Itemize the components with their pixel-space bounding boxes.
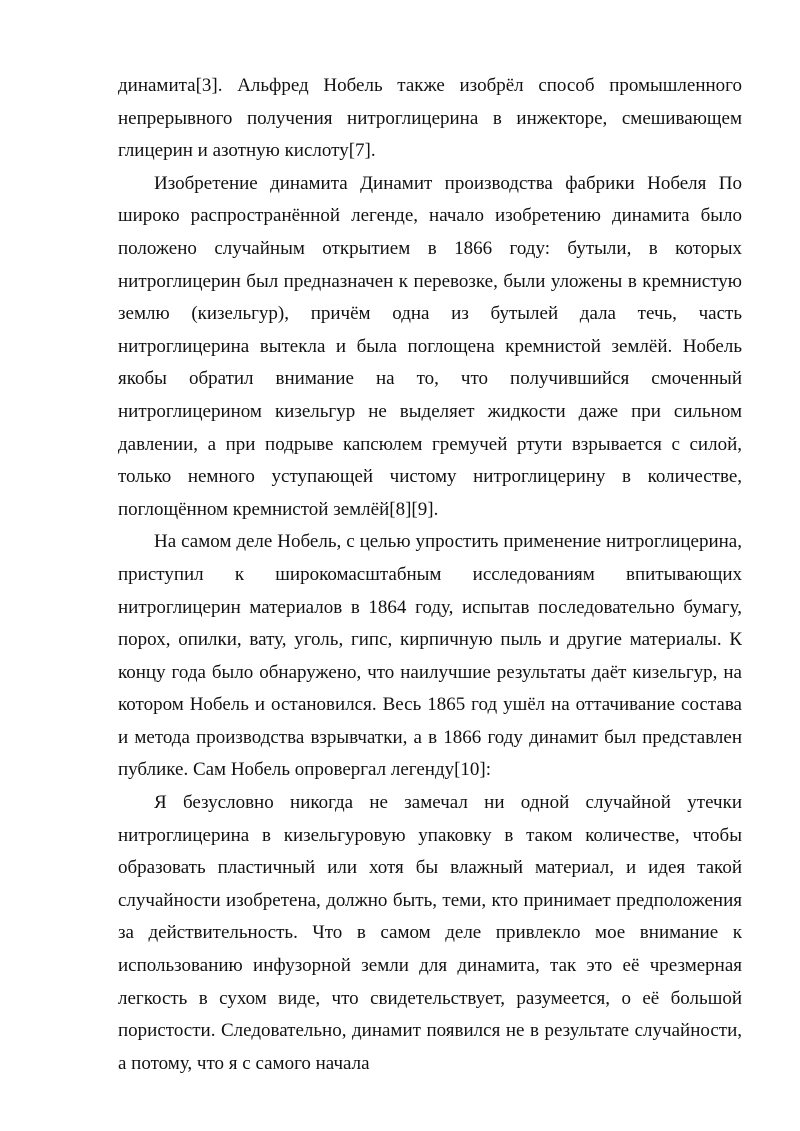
paragraph-dynamite-legend: Изобретение динамита Динамит производства фабрики Нобеля По широко распространённой легенде, начало изобретению динамита было положено случайным открытием в 1866 году: бутыли, в которых нитроглицерин был предназначен к перевозке, были уложены в кремнистую землю (кизельгур), причём одна из бутылей дала течь, часть нитроглицерина вытекла и была поглощена кремнистой землёй. Нобель якобы обратил внимание на то, что получившийся смоченный нитроглицерином кизельгур не выделяет жидкости даже при сильном давлении, а при подрыве капсюлем гремучей ртути взрывается с силой, только немного уступающей чистому нитроглицерину в количестве, поглощённом кремнистой землёй[8][9].: [118, 172, 742, 520]
paragraph-nobel-injector: динамита[3]. Альфред Нобель также изобрёл способ промышленного непрерывного получения нитроглицерина в инжекторе, смешивающем глицерин и азотную кислоту[7].: [118, 75, 742, 162]
document-page: [118, 70, 742, 1080]
paragraph-kieselguhr-research: На самом деле Нобель, с целью упростить применение нитроглицерина, приступил к широкомасштабным исследованиям впитывающих нитроглицерин материалов в 1864 году, испытав последовательно бумагу, порох, опилки, вату, уголь, гипс, кирпичную пыль и другие материалы. К концу года было обнаружено, что наилучшие результаты даёт кизельгур, на котором Нобель и остановился. Весь 1865 год ушёл на оттачивание состава и метода производства взрывчатки, а в 1866 году динамит был представлен публике. Сам Нобель опровергал легенду[10]:: [118, 531, 742, 781]
paragraph-nobel-quote: Я безусловно никогда не замечал ни одной случайной утечки нитроглицерина в кизельгуровую упаковку в таком количестве, чтобы образовать пластичный или хотя бы влажный материал, и идея такой случайности изобретена, должно быть, теми, кто принимает предположения за действительность. Что в самом деле привлекло мое внимание к использованию инфузорной земли для динамита, так это её чрезмерная легкость в сухом виде, что свидетельствует, разумеется, о её большой пористости. Следовательно, динамит появился не в результате случайности, а потому, что я с самого начала: [118, 792, 742, 1074]
